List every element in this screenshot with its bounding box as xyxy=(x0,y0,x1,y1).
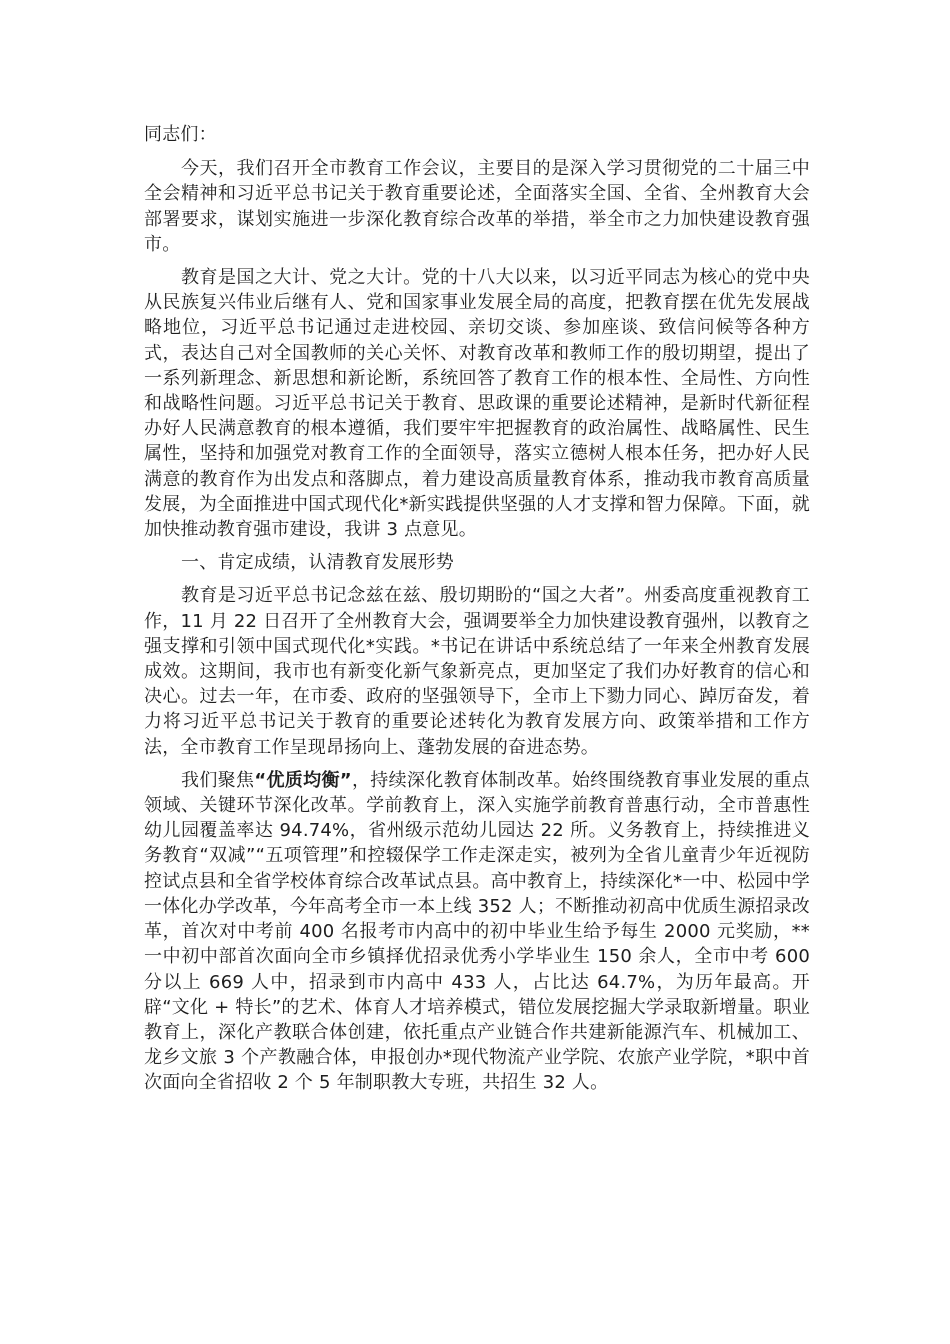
document-page xyxy=(144,122,810,1104)
reform-body: ，持续深化教育体制改革。始终围绕教育事业发展的重点领域、关键环节深化改革。学前教育上，深入实施学前教育普惠行动，全市普惠性幼儿园覆盖率达 94.74%，省州级示范幼儿园达 22 所。义务教育上，持续推进义务教育“双减”“五项管理”和控辍保学工作走深走实，被列为全省儿童青少年近视防控试点县和全省学校体育综合改革试点县。高中教育上，持续深化*一中、松园中学一体化办学改革，今年高考全市一本上线 352 人；不断推动初高中优质生源招录改革，首次对中考前 400 名报考市内高中的初中毕业生给予每生 2000 元奖励，**一中初中部首次面向全市乡镇择优招录优秀小学毕业生 150 余人，全市中考 600 分以上 669 人中，招录到市内高中 433 人，占比达 64.7%，为历年最高。开辟“文化 + 特长”的艺术、体育人才培养模式，错位发展挖掘大学录取新增量。职业教育上，深化产教联合体创建，依托重点产业链合作共建新能源汽车、机械加工、龙乡文旅 3 个产教融合体，申报创办*现代物流产业学院、农旅产业学院，*职中首次面向全省招收 2 个 5 年制职教大专班，共招生 32 人。 xyxy=(144,769,810,1094)
salutation: 同志们： xyxy=(144,124,217,145)
intro-paragraph: 今天，我们召开全市教育工作会议，主要目的是深入学习贯彻党的二十届三中全会精神和习近平总书记关于教育重要论述，全面落实全国、全省、全州教育大会部署要求，谋划实施进一步深化教育综合改革的举措，举全市之力加快建设教育强市。 xyxy=(144,158,810,255)
section-heading: 一、肯定成绩，认清教育发展形势 xyxy=(181,552,454,574)
reform-lead-bold: “优质均衡” xyxy=(254,769,352,791)
reform-paragraph xyxy=(144,768,810,1096)
context-paragraph: 教育是国之大计、党之大计。党的十八大以来，以习近平同志为核心的党中央从民族复兴伟业后继有人、党和国家事业发展全局的高度，把教育摆在优先发展战略地位，习近平总书记通过走进校园、亲切交谈、参加座谈、致信问候等各种方式，表达自己对全国教师的关心关怀、对教育改革和教师工作的殷切期望，提出了一系列新理念、新思想和新论断，系统回答了教育工作的根本性、全局性、方向性和战略性问题。习近平总书记关于教育、思政课的重要论述精神，是新时代新征程办好人民满意教育的根本遵循，我们要牢牢把握教育的政治属性、战略属性、民生属性，坚持和加强党对教育工作的全面领导，落实立德树人根本任务，把办好人民满意的教育作为出发点和落脚点，着力建设高质量教育体系，推动我市教育高质量发展，为全面推进中国式现代化*新实践提供坚强的人才支撑和智力保障。下面，就加快推动教育强市建设，我讲 3 点意见。 xyxy=(144,267,810,541)
achievements-paragraph: 教育是习近平总书记念兹在兹、殷切期盼的“国之大者”。州委高度重视教育工作，11 月 22 日召开了全州教育大会，强调要举全力加快建设教育强州，以教育之强支撑和引领中国式现代化*实践。*书记在讲话中系统总结了一年来全州教育发展成效。这期间，我市也有新变化新气象新亮点，更加坚定了我们办好教育的信心和决心。过去一年，在市委、政府的坚强领导下，全市上下勠力同心、踔厉奋发，着力将习近平总书记关于教育的重要论述转化为教育发展方向、政策举措和工作方法，全市教育工作呈现昂扬向上、蓬勃发展的奋进态势。 xyxy=(144,585,810,758)
reform-lead-prefix: 我们聚焦 xyxy=(181,769,255,791)
